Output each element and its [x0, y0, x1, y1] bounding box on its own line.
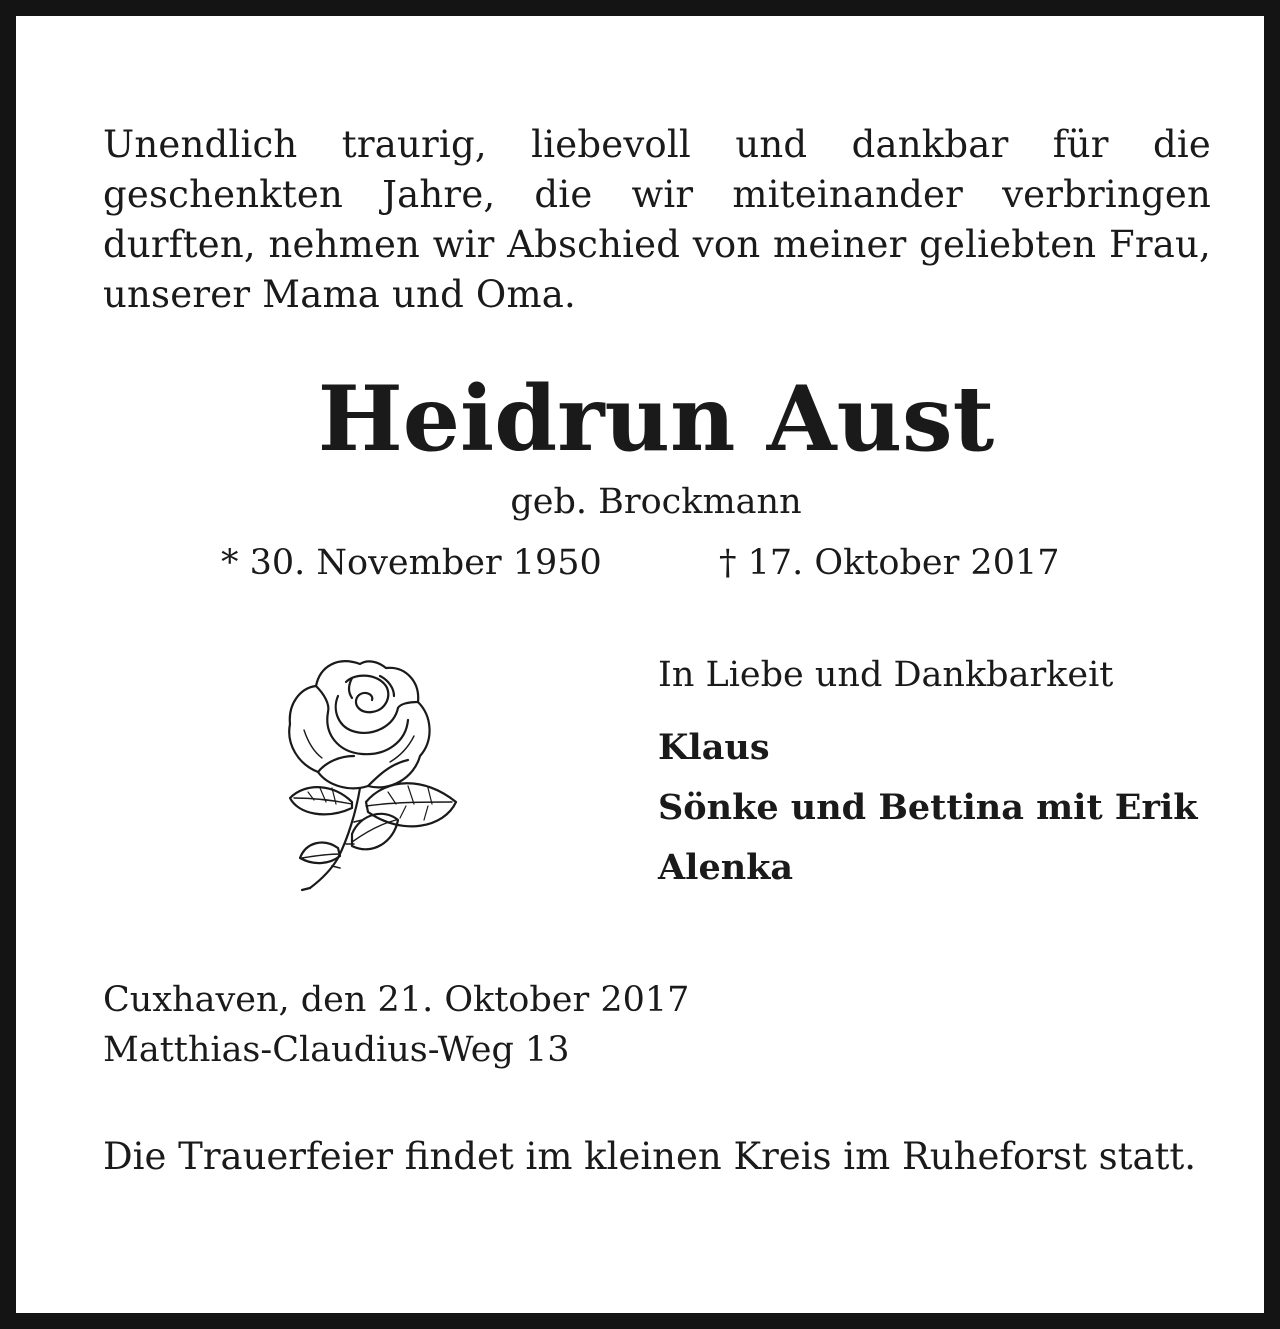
- maiden-name: geb. Brockmann: [510, 482, 802, 522]
- mourner-name: Alenka: [658, 847, 794, 888]
- place-and-address: [103, 975, 689, 1075]
- place-date: Cuxhaven, den 21. Oktober 2017: [103, 980, 690, 1020]
- intro-text: Unendlich traurig, liebevoll und dankbar für die geschenkten Jahre, die wir miteinander verbringen durften, nehmen wir Abschied von meiner geliebten Frau, unserer Mama und Oma.: [103, 123, 1211, 316]
- closing-text: Die Trauerfeier findet im kleinen Kreis im Ruheforst statt.: [103, 1135, 1197, 1178]
- death-date: † 17. Oktober 2017: [719, 543, 1060, 583]
- mourners-heading: In Liebe und Dankbarkeit: [658, 655, 1114, 695]
- birth-date: * 30. November 1950: [221, 543, 602, 583]
- deceased-name: Heidrun Aust: [317, 366, 995, 472]
- mourner-name: Klaus: [658, 727, 770, 768]
- address: Matthias-Claudius-Weg 13: [103, 1030, 570, 1070]
- mourner-name: Sönke und Bettina mit Erik: [658, 787, 1198, 828]
- rose-icon: [268, 652, 463, 896]
